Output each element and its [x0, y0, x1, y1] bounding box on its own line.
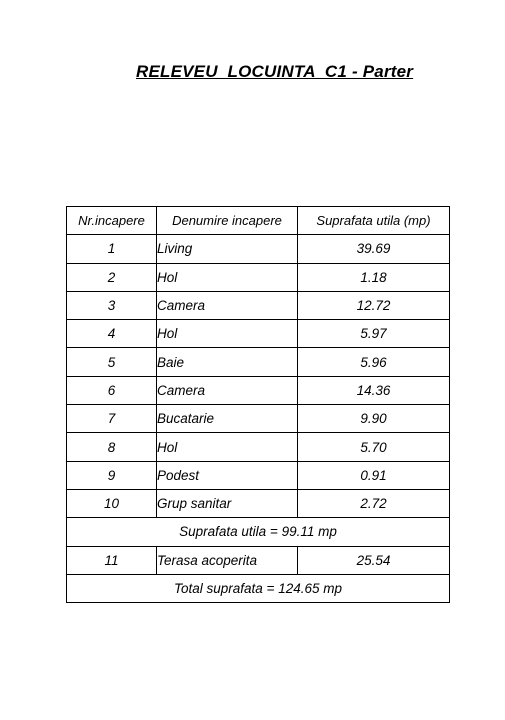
room-number: 10 — [67, 489, 157, 517]
room-area: 25.54 — [298, 546, 450, 574]
room-number: 2 — [67, 263, 157, 291]
table-row — [67, 348, 450, 376]
room-area: 1.18 — [298, 263, 450, 291]
room-name: Hol — [157, 433, 298, 461]
table-row — [67, 376, 450, 404]
table-row — [67, 489, 450, 517]
usable-area-subtotal: Suprafata utila = 99.11 mp — [67, 518, 450, 546]
room-number: 5 — [67, 348, 157, 376]
table-row — [67, 291, 450, 319]
room-name: Camera — [157, 376, 298, 404]
room-number: 4 — [67, 320, 157, 348]
room-number: 11 — [67, 546, 157, 574]
room-area-table — [66, 206, 450, 603]
room-area: 2.72 — [298, 489, 450, 517]
room-name: Living — [157, 235, 298, 263]
table-row — [67, 235, 450, 263]
room-name: Hol — [157, 320, 298, 348]
header-room-name: Denumire incapere — [157, 207, 298, 235]
room-name: Grup sanitar — [157, 489, 298, 517]
table-header-row — [67, 207, 450, 235]
room-number: 3 — [67, 291, 157, 319]
room-area: 0.91 — [298, 461, 450, 489]
room-area: 39.69 — [298, 235, 450, 263]
room-area: 5.96 — [298, 348, 450, 376]
room-area: 12.72 — [298, 291, 450, 319]
header-usable-area: Suprafata utila (mp) — [298, 207, 450, 235]
room-number: 6 — [67, 376, 157, 404]
room-area: 5.70 — [298, 433, 450, 461]
room-number: 1 — [67, 235, 157, 263]
subtotal-row — [67, 518, 450, 546]
total-area: Total suprafata = 124.65 mp — [67, 574, 450, 602]
room-area: 14.36 — [298, 376, 450, 404]
room-name: Hol — [157, 263, 298, 291]
room-area: 9.90 — [298, 405, 450, 433]
document-title: RELEVEU LOCUINTA C1 - Parter — [136, 62, 414, 81]
table-row — [67, 546, 450, 574]
room-number: 9 — [67, 461, 157, 489]
room-number: 8 — [67, 433, 157, 461]
table-row — [67, 263, 450, 291]
table-row — [67, 320, 450, 348]
table-row — [67, 461, 450, 489]
room-number: 7 — [67, 405, 157, 433]
room-name: Bucatarie — [157, 405, 298, 433]
room-name: Baie — [157, 348, 298, 376]
table-row — [67, 405, 450, 433]
total-row — [67, 574, 450, 602]
room-name: Podest — [157, 461, 298, 489]
header-room-number: Nr.incapere — [67, 207, 157, 235]
room-area: 5.97 — [298, 320, 450, 348]
room-name: Camera — [157, 291, 298, 319]
room-name: Terasa acoperita — [157, 546, 298, 574]
table-row — [67, 433, 450, 461]
